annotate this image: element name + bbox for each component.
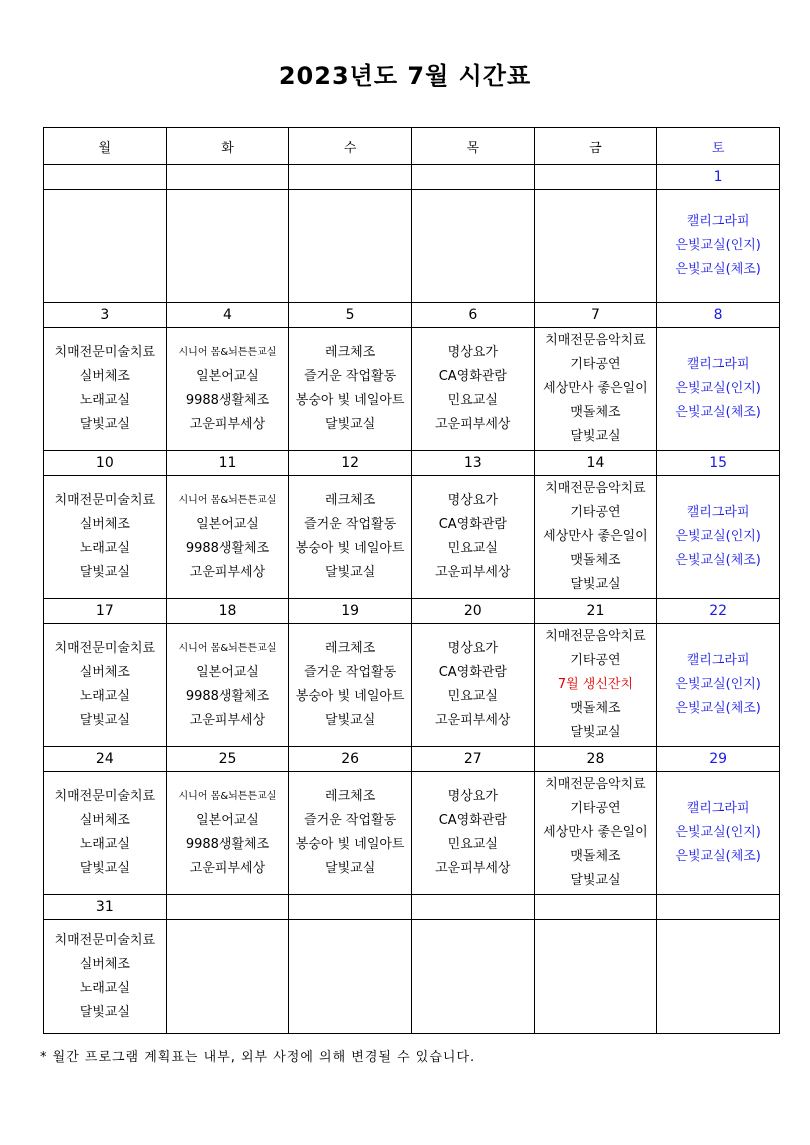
date-cell-fri: 14 — [534, 451, 657, 476]
program-item: 명상요가 — [447, 345, 498, 360]
program-item: 캘리그라피 — [686, 653, 750, 668]
program-item: 맷돌체조 — [570, 405, 621, 420]
program-item: 9988생활체조 — [185, 689, 270, 704]
weekday-header-row — [44, 128, 780, 165]
date-row — [44, 599, 780, 624]
program-item: 일본어교실 — [196, 517, 259, 532]
program-item: 맷돌체조 — [570, 701, 621, 716]
program-item: 세상만사 좋은일이 — [543, 529, 648, 544]
program-item: 캘리그라피 — [686, 357, 750, 372]
program-item: 노래교실 — [79, 980, 130, 996]
program-item: 은빛교실(인지) — [675, 677, 761, 692]
program-item: 일본어교실 — [196, 813, 259, 828]
weekday-mon: 월 — [44, 128, 167, 165]
program-cell-thu — [411, 624, 534, 747]
program-cell-sat — [657, 328, 780, 451]
program-item: 치매전문미술치료 — [54, 932, 156, 948]
program-item: CA영화관람 — [438, 369, 507, 384]
date-cell-mon: 24 — [44, 747, 167, 772]
date-cell-tue: 18 — [166, 599, 289, 624]
date-cell-mon — [44, 165, 167, 190]
date-cell-tue — [166, 895, 289, 920]
program-cell-thu — [411, 920, 534, 1034]
program-item: 은빛교실(체조) — [675, 262, 761, 277]
program-item: 명상요가 — [447, 493, 498, 508]
program-item: 달빛교실 — [79, 417, 130, 432]
program-item: 맷돌체조 — [570, 553, 621, 568]
program-cell-tue — [166, 920, 289, 1034]
date-cell-fri — [534, 895, 657, 920]
program-item: 고운피부세상 — [435, 417, 511, 432]
date-cell-fri: 7 — [534, 303, 657, 328]
program-cell-wed — [289, 328, 412, 451]
program-cell-fri — [534, 772, 657, 895]
program-row — [44, 328, 780, 451]
program-item: 명상요가 — [447, 789, 498, 804]
date-cell-fri: 28 — [534, 747, 657, 772]
program-item: 노래교실 — [79, 689, 130, 704]
date-cell-mon: 31 — [44, 895, 167, 920]
program-item: 맷돌체조 — [570, 849, 621, 864]
date-cell-fri — [534, 165, 657, 190]
date-row — [44, 747, 780, 772]
program-item: 달빛교실 — [325, 565, 376, 580]
program-item: 고운피부세상 — [189, 417, 266, 432]
program-item: 레크체조 — [325, 789, 376, 804]
program-item: 9988생활체조 — [185, 393, 270, 408]
program-item: 고운피부세상 — [435, 861, 511, 876]
program-item: 달빛교실 — [570, 725, 621, 740]
weekday-thu: 목 — [411, 128, 534, 165]
date-cell-sat: 1 — [657, 165, 780, 190]
program-item: 고운피부세상 — [435, 565, 511, 580]
program-item: CA영화관람 — [438, 813, 507, 828]
program-item: 봉숭아 빛 네일아트 — [295, 393, 405, 408]
date-cell-thu: 27 — [411, 747, 534, 772]
program-item: 실버체조 — [79, 956, 130, 972]
program-row — [44, 772, 780, 895]
program-cell-tue — [166, 772, 289, 895]
program-item: 달빛교실 — [325, 417, 376, 432]
program-item: 캘리그라피 — [686, 214, 750, 229]
program-item: 민요교실 — [447, 689, 498, 704]
program-item: 달빛교실 — [325, 713, 376, 728]
page-title: 2023년도 7월 시간표 — [278, 62, 532, 90]
program-item: 즐거운 작업활동 — [304, 369, 397, 384]
program-item: 은빛교실(체조) — [675, 405, 761, 420]
program-cell-wed — [289, 476, 412, 599]
date-row — [44, 895, 780, 920]
program-item: 노래교실 — [79, 837, 130, 852]
date-row — [44, 451, 780, 476]
program-cell-thu — [411, 476, 534, 599]
program-item: 레크체조 — [325, 493, 376, 508]
program-item: 기타공연 — [570, 357, 621, 372]
date-cell-thu — [411, 165, 534, 190]
program-item: 달빛교실 — [79, 861, 130, 876]
program-cell-mon — [44, 328, 167, 451]
date-row — [44, 303, 780, 328]
program-item: 캘리그라피 — [686, 801, 750, 816]
date-cell-sat: 22 — [657, 599, 780, 624]
program-cell-sat — [657, 624, 780, 747]
program-cell-thu — [411, 190, 534, 303]
program-cell-wed — [289, 920, 412, 1034]
date-cell-sat — [657, 895, 780, 920]
program-item: 달빛교실 — [570, 873, 621, 888]
date-cell-mon: 3 — [44, 303, 167, 328]
program-cell-wed — [289, 772, 412, 895]
program-item: 은빛교실(체조) — [675, 701, 761, 716]
program-item: 즐거운 작업활동 — [304, 813, 397, 828]
date-cell-sat: 29 — [657, 747, 780, 772]
date-cell-wed: 26 — [289, 747, 412, 772]
program-item: 치매전문음악치료 — [545, 629, 646, 644]
program-item: 달빛교실 — [570, 429, 621, 444]
program-item: 노래교실 — [79, 393, 130, 408]
schedule-table — [43, 127, 780, 1034]
date-row — [44, 165, 780, 190]
weekday-sat: 토 — [657, 128, 780, 165]
program-item: 시니어 몸&뇌튼튼교실 — [178, 643, 277, 654]
date-cell-mon: 17 — [44, 599, 167, 624]
program-item: 세상만사 좋은일이 — [543, 825, 648, 840]
program-item: 레크체조 — [325, 345, 376, 360]
program-item: 달빛교실 — [570, 577, 621, 592]
program-cell-sat — [657, 190, 780, 303]
program-item: 민요교실 — [447, 837, 498, 852]
program-item: 민요교실 — [447, 393, 498, 408]
program-item: 치매전문미술치료 — [54, 345, 156, 360]
program-cell-fri — [534, 190, 657, 303]
program-item: 세상만사 좋은일이 — [543, 381, 648, 396]
program-cell-wed — [289, 624, 412, 747]
program-item: 봉숭아 빛 네일아트 — [295, 689, 405, 704]
program-cell-tue — [166, 624, 289, 747]
program-cell-sat — [657, 476, 780, 599]
program-cell-mon — [44, 476, 167, 599]
program-cell-tue — [166, 328, 289, 451]
program-item: 봉숭아 빛 네일아트 — [295, 541, 405, 556]
program-cell-fri — [534, 920, 657, 1034]
program-item: CA영화관람 — [438, 517, 507, 532]
program-item: 달빛교실 — [79, 1004, 130, 1020]
program-item: 고운피부세상 — [189, 861, 266, 876]
program-item: 실버체조 — [79, 369, 130, 384]
program-item: 치매전문미술치료 — [54, 641, 156, 656]
program-item: 시니어 몸&뇌튼튼교실 — [178, 347, 277, 358]
program-item: 치매전문미술치료 — [54, 789, 156, 804]
program-item: 명상요가 — [447, 641, 498, 656]
program-item: 봉숭아 빛 네일아트 — [295, 837, 405, 852]
program-item: 기타공연 — [570, 653, 621, 668]
program-item: 즐거운 작업활동 — [304, 665, 397, 680]
program-cell-fri — [534, 476, 657, 599]
program-item: 은빛교실(인지) — [675, 381, 761, 396]
program-item: 일본어교실 — [196, 369, 259, 384]
program-item: 7월 생신잔치 — [557, 677, 634, 692]
program-cell-mon — [44, 624, 167, 747]
program-item: 치매전문미술치료 — [54, 493, 156, 508]
program-cell-tue — [166, 190, 289, 303]
date-cell-sat: 15 — [657, 451, 780, 476]
date-cell-wed — [289, 895, 412, 920]
program-cell-thu — [411, 772, 534, 895]
program-item: 일본어교실 — [196, 665, 259, 680]
date-cell-wed: 5 — [289, 303, 412, 328]
date-cell-wed: 12 — [289, 451, 412, 476]
program-item: 은빛교실(체조) — [675, 553, 761, 568]
program-cell-thu — [411, 328, 534, 451]
program-item: 고운피부세상 — [435, 713, 511, 728]
program-cell-mon — [44, 190, 167, 303]
program-item: 달빛교실 — [325, 861, 376, 876]
date-cell-tue — [166, 165, 289, 190]
date-cell-fri: 21 — [534, 599, 657, 624]
program-item: 달빛교실 — [79, 713, 130, 728]
program-row — [44, 920, 780, 1034]
program-item: 9988생활체조 — [185, 541, 270, 556]
date-cell-tue: 4 — [166, 303, 289, 328]
program-item: 달빛교실 — [79, 565, 130, 580]
date-cell-thu: 6 — [411, 303, 534, 328]
footnote: * 월간 프로그램 계획표는 내부, 외부 사정에 의해 변경될 수 있습니다. — [40, 1050, 476, 1065]
program-item: 은빛교실(체조) — [675, 849, 761, 864]
program-row — [44, 476, 780, 599]
date-cell-sat: 8 — [657, 303, 780, 328]
program-item: 레크체조 — [325, 641, 376, 656]
date-cell-mon: 10 — [44, 451, 167, 476]
program-item: 실버체조 — [79, 813, 130, 828]
program-item: 고운피부세상 — [189, 713, 266, 728]
program-item: 민요교실 — [447, 541, 498, 556]
program-item: 시니어 몸&뇌튼튼교실 — [178, 791, 277, 802]
program-item: 캘리그라피 — [686, 505, 750, 520]
date-cell-tue: 25 — [166, 747, 289, 772]
weekday-wed: 수 — [289, 128, 412, 165]
program-item: 실버체조 — [79, 517, 130, 532]
date-cell-thu: 20 — [411, 599, 534, 624]
program-item: 기타공연 — [570, 505, 621, 520]
program-cell-fri — [534, 328, 657, 451]
program-row — [44, 190, 780, 303]
program-cell-wed — [289, 190, 412, 303]
date-cell-thu — [411, 895, 534, 920]
program-item: 시니어 몸&뇌튼튼교실 — [178, 495, 277, 506]
program-item: 실버체조 — [79, 665, 130, 680]
program-cell-fri — [534, 624, 657, 747]
program-cell-mon — [44, 772, 167, 895]
program-item: 치매전문음악치료 — [545, 333, 646, 348]
program-cell-mon — [44, 920, 167, 1034]
program-row — [44, 624, 780, 747]
date-cell-thu: 13 — [411, 451, 534, 476]
weekday-fri: 금 — [534, 128, 657, 165]
program-item: 기타공연 — [570, 801, 621, 816]
program-item: 9988생활체조 — [185, 837, 270, 852]
weekday-tue: 화 — [166, 128, 289, 165]
program-cell-sat — [657, 772, 780, 895]
program-item: 치매전문음악치료 — [545, 777, 646, 792]
date-cell-wed — [289, 165, 412, 190]
program-item: 은빛교실(인지) — [675, 529, 761, 544]
program-cell-sat — [657, 920, 780, 1034]
date-cell-wed: 19 — [289, 599, 412, 624]
program-item: CA영화관람 — [438, 665, 507, 680]
program-item: 노래교실 — [79, 541, 130, 556]
program-item: 은빛교실(인지) — [675, 238, 761, 253]
date-cell-tue: 11 — [166, 451, 289, 476]
program-cell-tue — [166, 476, 289, 599]
program-item: 은빛교실(인지) — [675, 825, 761, 840]
program-item: 즐거운 작업활동 — [304, 517, 397, 532]
program-item: 고운피부세상 — [189, 565, 266, 580]
program-item: 치매전문음악치료 — [545, 481, 646, 496]
